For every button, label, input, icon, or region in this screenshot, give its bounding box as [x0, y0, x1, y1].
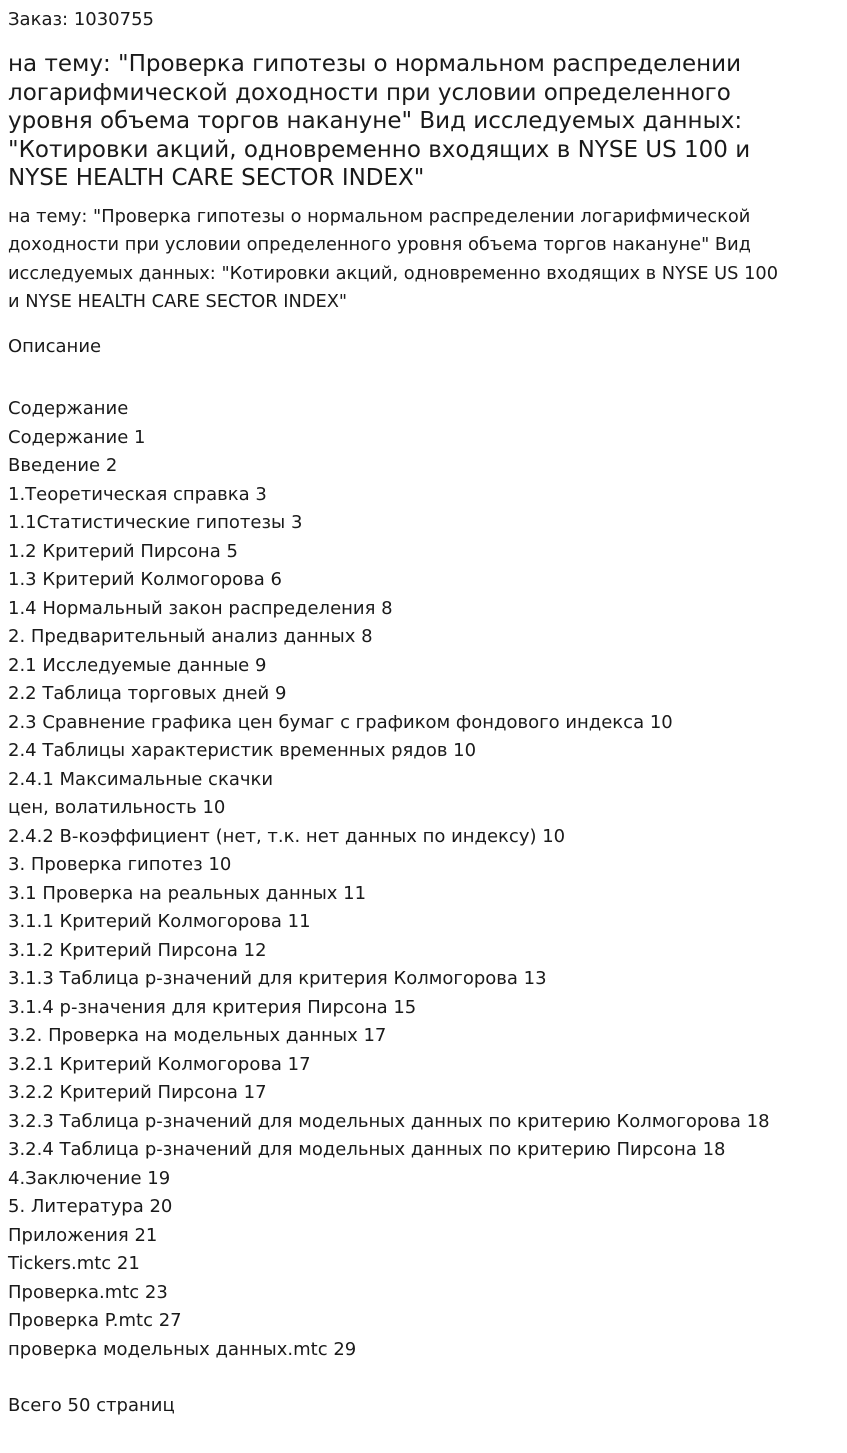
title-line: уровня объема торгов накануне" Вид исследуемых данных: — [8, 108, 743, 135]
toc-item: 2.4.2 В-коэффициент (нет, т.к. нет данных по индексу) 10 — [8, 825, 566, 847]
toc-item: 4.Заключение 19 — [8, 1167, 171, 1189]
toc-item: 1.4 Нормальный закон распределения 8 — [8, 597, 393, 619]
title-line: логарифмической доходности при условии определенного — [8, 79, 731, 106]
toc-item: 2. Предварительный анализ данных 8 — [8, 626, 373, 648]
subtitle-line: на тему: "Проверка гипотезы о нормальном распределении логарифмической — [8, 205, 751, 227]
subtitle-line: и NYSE HEALTH CARE SECTOR INDEX" — [8, 291, 348, 313]
title-line: на тему: "Проверка гипотезы о нормальном распределении — [8, 51, 742, 77]
toc-item: цен, волатильность 10 — [8, 797, 226, 819]
toc-item: 3. Проверка гипотез 10 — [8, 854, 232, 876]
document-title — [8, 50, 839, 193]
toc-heading: Содержание — [8, 398, 129, 420]
toc-item: Содержание 1 — [8, 426, 146, 448]
toc-item: 2.4.1 Максимальные скачки — [8, 768, 274, 790]
toc-item: 5. Литература 20 — [8, 1196, 173, 1218]
toc-item: 3.1.3 Таблица p-значений для критерия Колмогорова 13 — [8, 968, 547, 990]
document-subtitle — [8, 203, 839, 317]
toc-item: 3.1.1 Критерий Колмогорова 11 — [8, 911, 311, 933]
subtitle-line: исследуемых данных: "Котировки акций, одновременно входящих в NYSE US 100 — [8, 262, 779, 284]
order-number: Заказ: 1030755 — [8, 9, 154, 30]
toc-item: 1.3 Критерий Колмогорова 6 — [8, 569, 282, 591]
toc-item: 2.4 Таблицы характеристик временных рядов 10 — [8, 740, 477, 762]
toc-item: 3.1 Проверка на реальных данных 11 — [8, 882, 367, 904]
toc-item: проверка модельных данных.mtc 29 — [8, 1338, 357, 1360]
toc-item: 2.1 Исследуемые данные 9 — [8, 654, 267, 676]
toc-item: 3.1.2 Критерий Пирсона 12 — [8, 939, 267, 961]
toc-item: 2.3 Сравнение графика цен бумаг с графиком фондового индекса 10 — [8, 711, 673, 733]
title-line: "Котировки акций, одновременно входящих в NYSE US 100 и — [8, 136, 751, 163]
toc-item: 3.2. Проверка на модельных данных 17 — [8, 1025, 387, 1047]
description-label: Описание — [8, 335, 102, 357]
total-pages: Всего 50 страниц — [8, 1395, 175, 1417]
toc-item: 3.1.4 p-значения для критерия Пирсона 15 — [8, 996, 417, 1018]
toc-item: 2.2 Таблица торговых дней 9 — [8, 683, 287, 705]
toc-item: 3.2.2 Критерий Пирсона 17 — [8, 1082, 267, 1104]
toc-item: 3.2.4 Таблица p-значений для модельных данных по критерию Пирсона 18 — [8, 1139, 726, 1161]
toc-item: 1.2 Критерий Пирсона 5 — [8, 540, 238, 562]
table-of-contents — [8, 424, 839, 1365]
toc-item: 3.2.1 Критерий Колмогорова 17 — [8, 1053, 311, 1075]
toc-item: Введение 2 — [8, 455, 118, 477]
toc-item: 1.Теоретическая справка 3 — [8, 483, 267, 505]
toc-item: Tickers.mtc 21 — [8, 1253, 140, 1275]
toc-item: 1.1Статистические гипотезы 3 — [8, 512, 303, 534]
toc-item: Проверка.mtc 23 — [8, 1281, 168, 1303]
toc-item: Приложения 21 — [8, 1224, 158, 1246]
title-line: NYSE HEALTH CARE SECTOR INDEX" — [8, 165, 425, 192]
toc-item: 3.2.3 Таблица p-значений для модельных данных по критерию Колмогорова 18 — [8, 1110, 770, 1132]
toc-item: Проверка P.mtc 27 — [8, 1310, 182, 1332]
subtitle-line: доходности при условии определенного уровня объема торгов накануне" Вид — [8, 234, 751, 256]
